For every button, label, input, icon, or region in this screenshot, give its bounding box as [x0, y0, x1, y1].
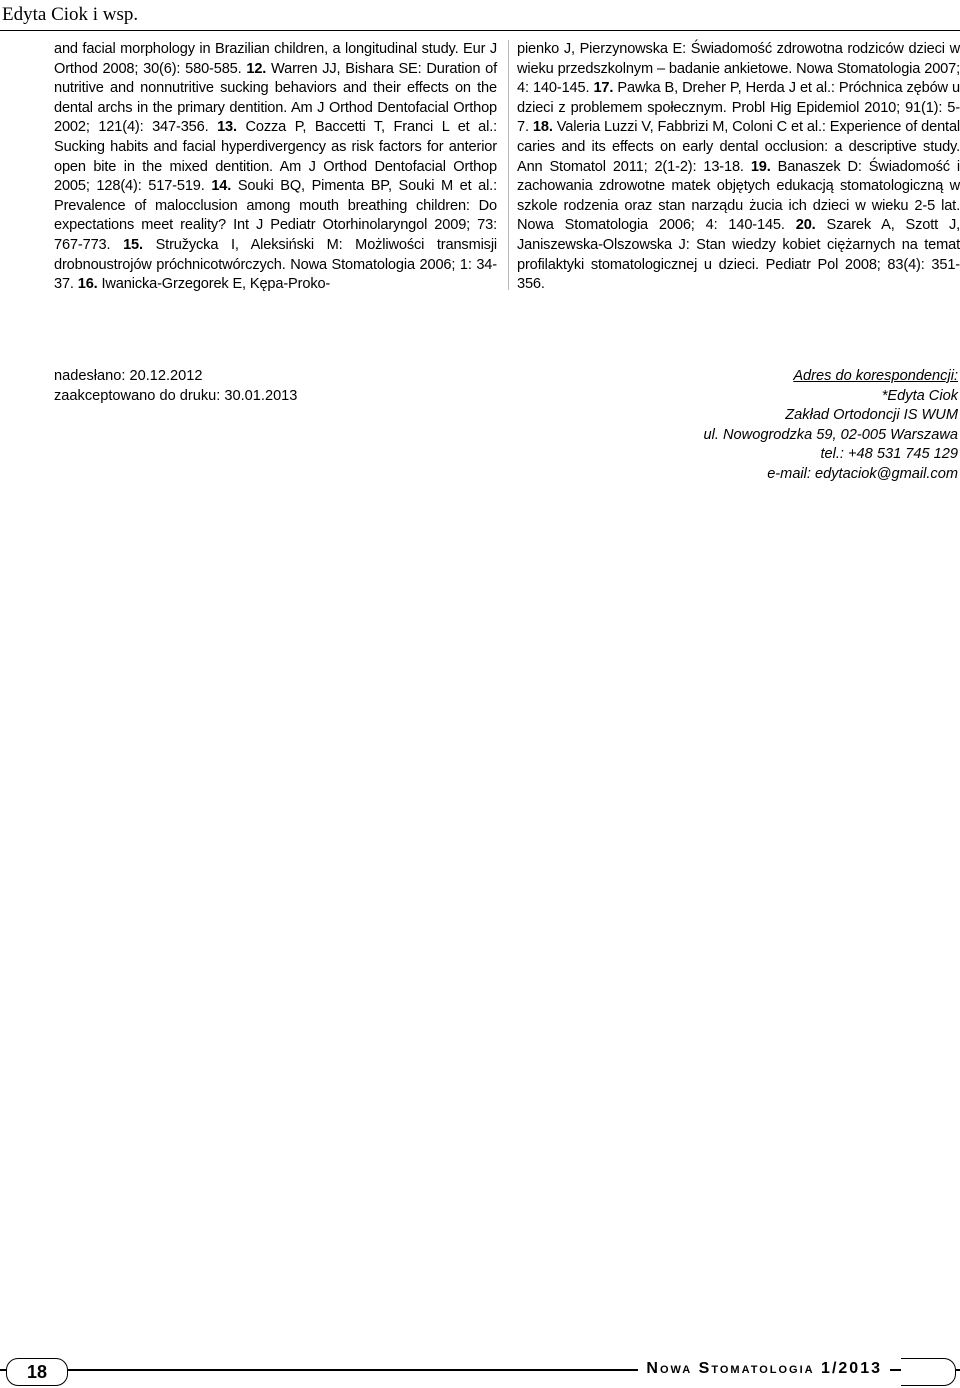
reference-13-text: Cozza P, Baccetti T, Franci L et al.: Sucking habits and facial hyperdivergency as risk factors for anterior open bite in the mixed dentition. Am J Orthod Dentofacial Orthop 2005; 128(4): 517-519.	[54, 119, 498, 195]
page-number: 18	[6, 1358, 68, 1386]
running-title: Edyta Ciok i wsp.	[2, 4, 139, 25]
references-left-column	[54, 40, 497, 295]
running-head	[0, 0, 960, 31]
reference-20-number: 20.	[795, 217, 816, 234]
correspondence-email: e-mail: edytaciok@gmail.com	[767, 465, 958, 482]
reference-15-number: 15.	[123, 236, 143, 253]
reference-19-text: Banaszek D: Świadomość i zachowania zdrowotne matek objętych edukacją stomatologiczną w szkole rodzenia oraz stan narządu żucia ich dzieci w wieku 2-5 lat. Nowa Stomatologia 2006; 4: 140-145.	[517, 158, 960, 234]
reference-list-continued	[517, 40, 960, 295]
correspondence-name: *Edyta Ciok	[881, 387, 958, 404]
reference-20-text: Szarek A, Szott J, Janiszewska-Olszowska J: Stan wiedzy kobiet ciężarnych na temat profilaktyki stomatologicznej u dzieci. Pediatr Pol 2008; 83(4): 351-356.	[517, 217, 960, 293]
reference-16-text-end: pienko J, Pierzynowska E: Świadomość zdrowotna rodziców dzieci w wieku przedszkolnym – badanie ankietowe. Nowa Stomatologia 2007; 4: 140-145.	[517, 41, 960, 97]
reference-17-number: 17.	[593, 80, 614, 97]
correspondence-heading: Adres do korespondencji:	[793, 368, 958, 384]
reference-12-text: Warren JJ, Bishara SE: Duration of nutritive and nonnutritive sucking behaviors and their effects on the dental archs in the primary dentition. Am J Orthod Dentofacial Orthop 2002; 121(4): 347-356.	[54, 60, 497, 136]
references-right-column	[517, 40, 960, 295]
journal-name: Nowa Stomatologia 1/2013	[638, 1360, 890, 1378]
accepted-date: zaakceptowano do druku: 30.01.2013	[54, 387, 298, 404]
reference-16-text-start: Iwanicka-Grzegorek E, Kępa-Proko-	[101, 276, 331, 293]
reference-18-number: 18.	[532, 119, 553, 136]
page-footer	[0, 1358, 960, 1388]
submission-dates	[54, 367, 297, 406]
correspondence-department: Zakład Ortodoncji IS WUM	[785, 407, 958, 424]
reference-14-text: Souki BQ, Pimenta BP, Souki M et al.: Prevalence of malocclusion among mouth breathing children: Do expectations meet reality? Int J Pediatr Otorhinolaryngol 2009; 73: 767-773.	[54, 178, 497, 253]
reference-11-tail: and facial morphology in Brazilian children, a longitudinal study. Eur J Orthod 2008; 30(6): 580-585.	[54, 41, 497, 77]
reference-12-number: 12.	[246, 60, 267, 77]
footer-right-cap	[901, 1358, 956, 1386]
reference-19-number: 19.	[750, 158, 771, 175]
reference-list	[54, 40, 497, 295]
reference-14-number: 14.	[211, 178, 232, 195]
reference-18-text: Valeria Luzzi V, Fabbrizi M, Coloni C et al.: Experience of dental caries and its effects on early dental occlusion: a descriptive study. Ann Stomatol 2011; 2(1-2): 13-18.	[517, 119, 960, 175]
reference-15-text: Stružycka I, Aleksiński M: Możliwości transmisji drobnoustrojów próchnicotwórczych. Nowa Stomatologia 2006; 1: 34-37.	[54, 236, 498, 293]
reference-13-number: 13.	[217, 119, 237, 136]
reference-17-text: Pawka B, Dreher P, Herda J et al.: Próchnica zębów u dzieci z problemem społecznym. Probl Hig Epidemiol 2010; 91(1): 5-7.	[517, 80, 960, 136]
correspondence-phone: tel.: +48 531 745 129	[820, 446, 958, 463]
reference-16-number: 16.	[77, 276, 98, 293]
received-date: nadesłano: 20.12.2012	[54, 368, 203, 384]
correspondence-street: ul. Nowogrodzka 59, 02-005 Warszawa	[703, 426, 958, 443]
column-divider	[508, 40, 509, 290]
correspondence-address	[558, 367, 958, 485]
